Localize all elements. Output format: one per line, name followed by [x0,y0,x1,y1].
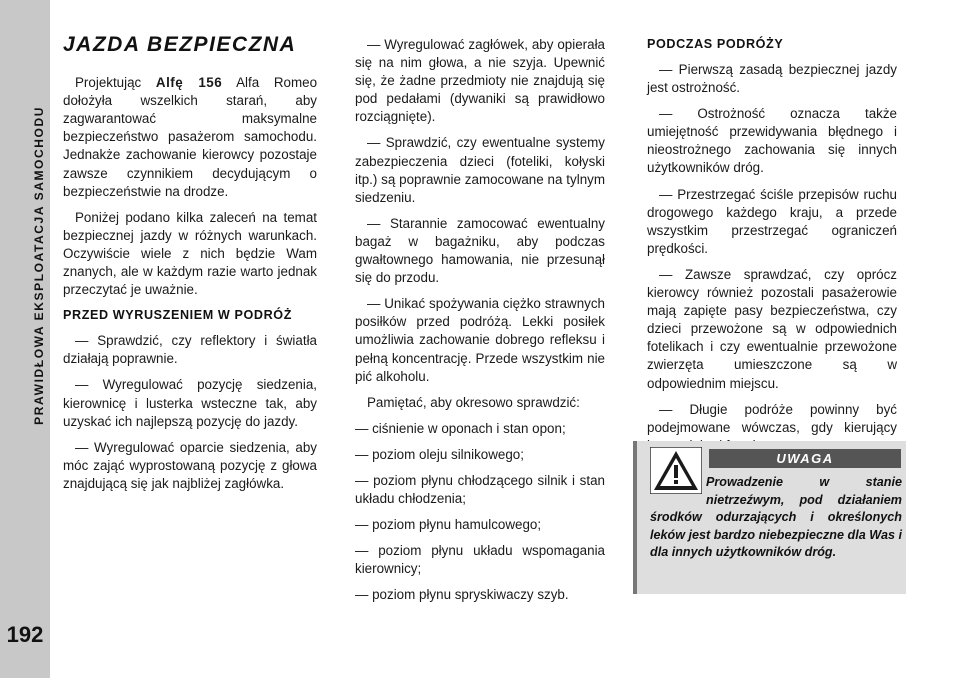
check-item: — ciśnienie w oponach i stan opon; [355,420,566,436]
column-1 [63,33,318,501]
list-item: — Wyregulować zagłówek, aby opierała się na nim głowa, a nie szyja. Upewnić się, że żadne przedmioty nie znajdują się pod pedałami (dywaniki są prawidłowo rozciągnięte). [355,37,605,125]
list-item: — Sprawdzić, czy ewentualne systemy zabezpieczenia dzieci (foteliki, kołyski itp.) są poprawnie zamocowane na tylnym siedzeniu. [355,135,605,205]
check-item: — poziom płynu układu wspomagania kierownicy; [355,543,605,577]
warning-text: Prowadzenie w stanie nietrzeźwym, pod działaniem środków odurzających i określonych leków jest bardzo niebezpieczne dla Was i dla innych użytkowników dróg. [650,475,902,559]
section-title-text: PRAWIDŁOWA EKSPLOATACJA SAMOCHODU [32,105,46,425]
list-item: — Starannie zamocować ewentualny bagaż w bagażniku, aby podczas gwałtownego hamowania, nie przesunął się do przodu. [355,215,605,286]
list-item: — Wyregulować pozycję siedzenia, kierownicę i lusterka wsteczne tak, aby uzyskać ich najlepszą pozycję do jazdy. [63,377,317,429]
heading-before-trip: PRZED WYRUSZENIEM W PODRÓŻ [63,308,292,323]
check-item: — poziom oleju silnikowego; [355,446,524,462]
intro-paragraph [63,74,317,201]
list-item: — Długie podróże powinny być podejmowane wówczas, gdy kierujący [647,401,897,435]
check-item: — poziom płynu spryskiwaczy szyb. [355,587,569,603]
warning-label: UWAGA [709,449,901,468]
column-3 [647,36,897,463]
warning-box [633,441,906,594]
check-item: — poziom płynu chłodzącego silnik i stan układu chłodzenia; [355,472,605,507]
list-item: — Przestrzegać ściśle przepisów ruchu drogowego każdego kraju, a przede wszystkim przestrzegać ograniczeń prędkości. [647,186,897,256]
model-name: Alfę 156 [155,75,223,91]
page-title: JAZDA BEZPIECZNA [63,33,297,56]
section-title-vertical [28,30,50,500]
check-intro: Pamiętać, aby okresowo sprawdzić: [367,394,580,410]
page-number: 192 [6,622,44,647]
list-item: — Ostrożność oznacza także umiejętność przewidywania błędnego i nieostrożnego zachowania się innych użytkowników dróg. [647,106,897,176]
check-item: — poziom płynu hamulcowego; [355,517,542,533]
list-item: — Sprawdzić, czy reflektory i światła działają poprawnie. [63,333,317,367]
sidebar [0,0,50,678]
list-item: — Wyregulować oparcie siedzenia, aby móc zająć wyprostowaną pozycję z głowa znajdującą się jak najbliżej zagłówka. [63,439,317,491]
list-item: — Unikać spożywania ciężko strawnych posiłków przed podróżą. Lekki posiłek umożliwia zachowanie dobrego refleksu i pełną koncentrację. Przede wszystkim nie pić alkoholu. [355,296,605,384]
column-2 [355,36,605,613]
paragraph-recommendations: Poniżej podano kilka zaleceń na temat bezpiecznej jazdy w różnych warunkach. Oczywiście wiele z nich będzie Wam znanych, ale w każdym razie warto jednak przeczytać je uważnie. [63,209,317,298]
intro-text-start: Projektując [75,75,142,91]
intro-text-end: Alfa Romeo dołożyła wszelkich starań, aby zagwarantować maksymalne bezpieczeństwo pasażerom samochodu. Jednakże zachowanie kierowcy pozostaje zawsze czynnikiem decydującym o bezpieczeństwie na drodze. [63,75,318,199]
heading-during-trip: PODCZAS PODRÓŻY [647,37,784,51]
list-item: — Pierwszą zasadą bezpiecznej jazdy jest ostrożność. [647,62,897,96]
list-item: — Zawsze sprawdzać, czy oprócz kierowcy również pozostali pasażerowie mają zapięte pasy bezpieczeństwa, czy dzieci przewożone są w odpowiednich fotelikach i czy ewentualnie przewożone zwierzęta umieszczone są w odpowiednim miejscu. [647,266,897,391]
